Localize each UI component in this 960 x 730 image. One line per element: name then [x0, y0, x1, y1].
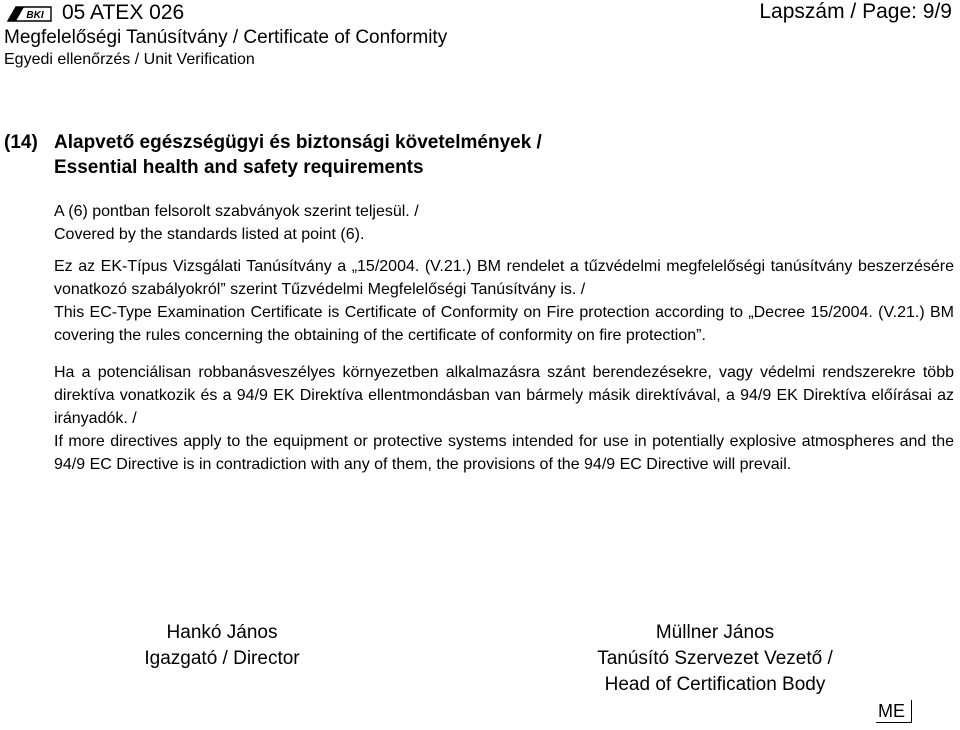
section-heading-line-hu: [4, 130, 944, 155]
certificate-title: Megfelelőségi Tanúsítvány / Certificate of Conformity: [4, 27, 448, 48]
bki-logo-icon: [4, 4, 54, 22]
section-heading: [4, 130, 944, 180]
signer-role-right-en: Head of Certification Body: [604, 674, 826, 695]
signature-right: [560, 620, 870, 698]
signer-name-right: Müllner János: [655, 622, 775, 643]
section-number: (14): [4, 132, 38, 153]
signer-name-left: Hankó János: [166, 622, 278, 643]
paragraph-2-hu: Ez az EK-Típus Vizsgálati Tanúsítvány a „15/2004. (V.21.) BM rendelet a tűzvédelmi megfelelőségi tanúsítvány beszerzésére vonatkozó szabályokról” szerint Tűzvédelmi Megfelelőségi Tanúsítvány is. /: [54, 258, 954, 298]
paragraph-1-hu: A (6) pontban felsorolt szabványok szerint teljesül. /: [54, 203, 419, 220]
doc-number: 05 ATEX 026: [62, 1, 185, 24]
header-left: [4, 0, 447, 71]
signer-role-left: Igazgató / Director: [144, 648, 300, 669]
paragraph-3-en: If more directives apply to the equipment or protective systems intended for use in potentially explosive atmospheres and the 94/9 EC Directive is in contradiction with any of them, the provisions of the 94/9 EC Directive will prevail.: [54, 433, 954, 473]
section-title-hu: Alapvető egészségügyi és biztonsági követelmények /: [54, 132, 542, 153]
signature-left: [94, 620, 350, 672]
paragraph-2-en: This EC-Type Examination Certificate is Certificate of Conformity on Fire protection according to „Decree 15/2004. (V.21.) BM covering the rules concerning the obtaining of the certificate of conformity on fire protection”.: [54, 304, 954, 344]
paragraph-3-hu: Ha a potenciálisan robbanásveszélyes környezetben alkalmazásra szánt berendezésekre, vagy védelmi rendszerekre több direktíva vonatkozik és a 94/9 EK Direktíva ellentmondásban van bármely másik direktívával, a 94/9 EK Direktíva előírásai az irányadók. /: [54, 364, 954, 427]
signer-role-right-hu: Tanúsító Szervezet Vezető /: [597, 648, 833, 669]
section-body: [54, 200, 954, 476]
certificate-subtitle: Egyedi ellenőrzés / Unit Verification: [4, 51, 255, 68]
initials-stamp: ME: [876, 700, 912, 723]
page-number: [759, 0, 952, 24]
section-title-en: Essential health and safety requirements: [54, 157, 424, 178]
page-label: Lapszám / Page:: [759, 0, 917, 23]
header-row: [4, 0, 447, 26]
paragraph-1-en: Covered by the standards listed at point (6).: [54, 226, 365, 243]
logo-text: BKI: [26, 10, 44, 21]
page-value: 9/9: [922, 0, 952, 23]
